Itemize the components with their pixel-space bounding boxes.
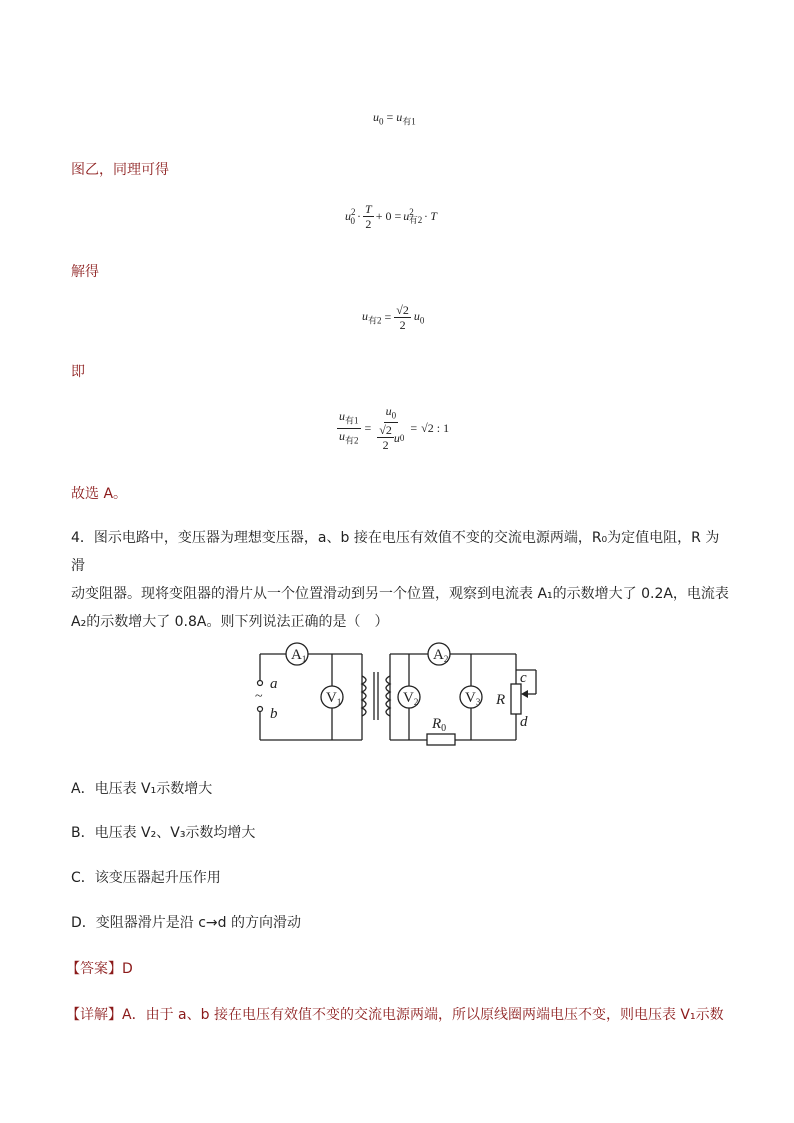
eq3-lhs-sub: 有2: [368, 315, 382, 326]
equation-1: [373, 110, 416, 127]
eq4-result: √2 : 1: [421, 420, 450, 435]
eq2-num: T: [365, 202, 372, 216]
label-v2: $V_2$: [403, 690, 419, 707]
eq4-inner-u-sub: 0: [399, 432, 405, 443]
detail-text: A．由于 a、b 接在电压有效值不变的交流电源两端，所以原线圈两端电压不变，则电压表 V₁示数: [122, 1007, 724, 1023]
answer-choice: 故选 A。: [71, 486, 128, 502]
label-ji: 即: [71, 364, 85, 380]
eq4-inner-fraction: [377, 423, 394, 452]
label-r: R: [496, 692, 506, 708]
eq4-inner-den: 2: [382, 438, 389, 453]
eq4-inner-num: √2: [379, 423, 392, 438]
label-v1: $V_1$: [326, 690, 342, 707]
eq1-eq: =: [386, 110, 394, 124]
label-fig2: 图乙，同理可得: [71, 162, 169, 178]
label-c: c: [520, 670, 527, 686]
equation-3: [362, 303, 424, 332]
eq2-fraction: [363, 202, 374, 231]
resistor-r0: [427, 734, 455, 745]
eq2-b-sub: 有2: [408, 215, 423, 226]
label-a2: $A_2$: [433, 647, 449, 664]
eq3-den: 2: [399, 318, 406, 332]
eq2-a-sup: 2: [351, 207, 356, 218]
eq2-dot: ·: [357, 209, 361, 223]
detail-line: [66, 1004, 724, 1024]
eq3-lhs: u: [362, 308, 368, 323]
slider-arrow-icon: [521, 690, 528, 698]
answer-value: D: [122, 961, 133, 977]
eq4-fraction-mid: [375, 404, 406, 452]
question-4-line-1: 4．图示电路中，变压器为理想变压器，a、b 接在电压有效值不变的交流电源两端，R₀为定值电阻，R 为滑: [71, 530, 720, 574]
label-r0: $R_0$: [432, 716, 447, 734]
circuit-diagram: [250, 636, 550, 756]
eq4-inner-u: u: [393, 430, 400, 445]
eq1-rhs: u: [396, 110, 403, 124]
eq4-num-mid-sub: 0: [391, 410, 397, 421]
question-4-line-2: 动变阻器。现将变阻器的滑片从一个位置滑动到另一个位置，观察到电流表 A₁的示数增大了 0.2A，电流表: [71, 586, 729, 602]
eq1-lhs-sub: 0: [379, 116, 384, 127]
eq2-b: u: [403, 208, 410, 223]
eq4-eq: =: [364, 420, 372, 435]
answer-line: [66, 958, 133, 978]
label-b: b: [270, 706, 278, 722]
detail-tag: 【详解】: [66, 1007, 122, 1023]
label-solve: 解得: [71, 264, 99, 280]
eq1-lhs: u: [373, 110, 379, 124]
equation-2: [345, 202, 437, 231]
eq4-num-lhs-sub: 有1: [345, 415, 359, 426]
eq2-den: 2: [365, 217, 372, 231]
option-a[interactable]: A．电压表 V₁示数增大: [71, 781, 213, 797]
option-b[interactable]: B．电压表 V₂、V₃示数均增大: [71, 825, 256, 841]
eq2-b-sup: 2: [409, 206, 414, 217]
eq2-a-sub: 0: [350, 215, 355, 226]
eq2-tail: · T: [424, 209, 437, 223]
rheostat-r: [511, 684, 521, 714]
label-d: d: [520, 714, 528, 730]
eq3-fraction: [394, 303, 411, 332]
eq2-a: u: [345, 209, 351, 224]
label-v3: $V_3$: [465, 690, 481, 707]
option-d[interactable]: D．变阻器滑片是沿 c→d 的方向滑动: [71, 915, 301, 931]
eq3-rhs: u: [413, 309, 420, 324]
eq2-plus: + 0 =: [375, 209, 402, 223]
eq4-num-mid: u: [385, 404, 392, 418]
option-c[interactable]: C．该变压器起升压作用: [71, 870, 221, 886]
equation-4: [337, 404, 449, 452]
label-tilde: ~: [255, 689, 263, 704]
label-a: a: [270, 676, 278, 692]
eq1-rhs-sub: 有1: [402, 116, 416, 127]
eq4-num-lhs: u: [339, 409, 345, 424]
eq4-fraction-lhs: [337, 409, 361, 447]
eq3-rhs-sub: 0: [419, 315, 425, 326]
eq3-num: √2: [396, 303, 409, 317]
answer-tag: 【答案】: [66, 961, 122, 977]
eq3-eq: =: [384, 310, 392, 324]
label-a1: $A_1$: [291, 647, 307, 664]
question-4-line-3: A₂的示数增大了 0.8A。则下列说法正确的是（ ）: [71, 614, 389, 630]
eq4-eq2: =: [410, 420, 418, 435]
eq4-den-lhs-sub: 有2: [345, 435, 359, 446]
question-4: [71, 524, 731, 636]
eq4-den-lhs: u: [339, 428, 345, 443]
